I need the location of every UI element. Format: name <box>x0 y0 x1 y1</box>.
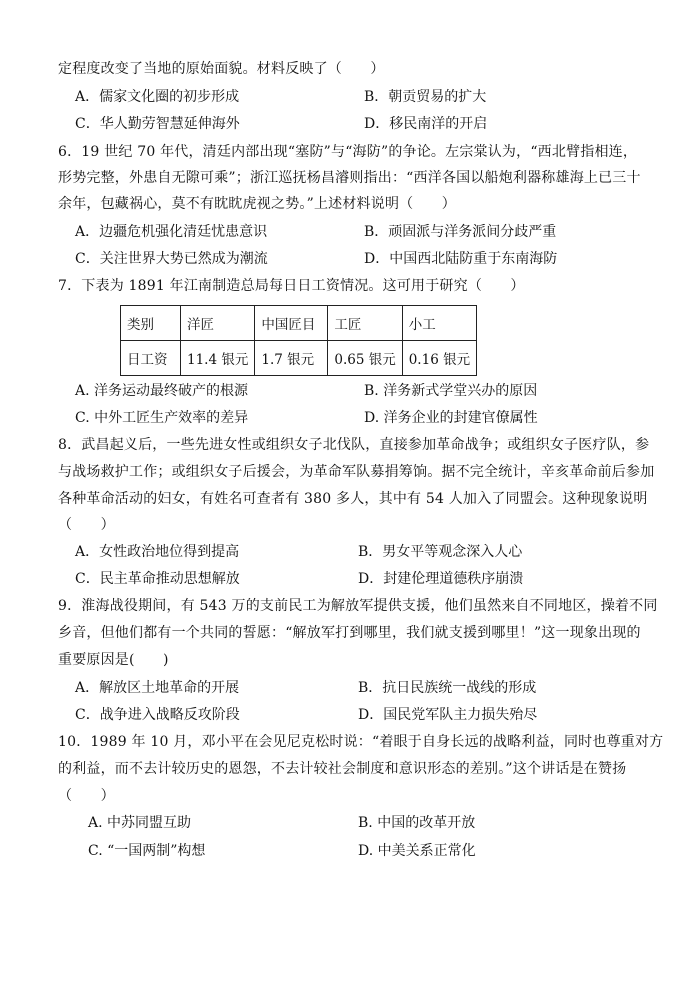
table-cell: 1.7 银元 <box>255 341 328 376</box>
q5-option-b: B．朝贡贸易的扩大 <box>364 89 487 105</box>
q10-option-d: D. 中美关系正常化 <box>358 843 476 859</box>
q10-option-a: A. 中苏同盟互助 <box>88 815 192 831</box>
q7-option-d: D. 洋务企业的封建官僚属性 <box>364 410 538 426</box>
q8-stem-line-1: 8．武昌起义后，一些先进女性或组织女子北伐队，直接参加革命战争；或组织女子医疗队，参 <box>58 437 650 453</box>
table-cell: 0.16 银元 <box>402 341 476 376</box>
table-cell: 0.65 银元 <box>328 341 402 376</box>
q9-option-c: C．战争进入战略反攻阶段 <box>75 707 240 723</box>
q9-option-d: D．国民党军队主力损失殆尽 <box>358 707 538 723</box>
q7-option-b: B. 洋务新式学堂兴办的原因 <box>364 383 538 399</box>
q9-stem-line-3: 重要原因是( ) <box>58 652 169 668</box>
q7-stem: 7．下表为 1891 年江南制造总局每日日工资情况。这可用于研究（ ） <box>58 278 525 294</box>
q6-option-d: D．中国西北陆防重于东南海防 <box>364 251 558 267</box>
q5-option-c: C．华人勤劳智慧延伸海外 <box>75 116 240 132</box>
table-row <box>121 341 477 376</box>
q10-option-c: C. “一国两制”构想 <box>88 843 206 859</box>
q9-stem-line-2: 乡音，但他们都有一个共同的誓愿：“解放军打到哪里，我们就支援到哪里！”这一现象出现的 <box>58 625 641 641</box>
q9-option-b: B．抗日民族统一战线的形成 <box>358 680 537 696</box>
q5-option-a: A．儒家文化圈的初步形成 <box>75 89 240 105</box>
q6-stem-line-3: 余年，包藏祸心，莫不有眈眈虎视之势。”上述材料说明（ ） <box>58 196 456 212</box>
table-header-cell: 洋匠 <box>181 306 255 341</box>
q6-stem-line-1: 6．19 世纪 70 年代，清廷内部出现“塞防”与“海防”的争论。左宗棠认为，“西北臂指相连， <box>58 144 638 160</box>
q10-stem-line-2: 的利益，而不去计较历史的恩怨，不去计较社会制度和意识形态的差别。”这个讲话是在赞扬 <box>58 761 627 777</box>
q8-stem-line-4: （ ） <box>58 517 115 533</box>
table-header-row <box>121 306 477 341</box>
table-header-cell: 工匠 <box>328 306 402 341</box>
q8-stem-line-2: 与战场救护工作；或组织女子后援会，为革命军队募捐筹饷。据不完全统计，辛亥革命前后参加 <box>58 464 655 480</box>
q8-option-d: D．封建伦理道德秩序崩溃 <box>358 571 524 587</box>
intro-line: 定程度改变了当地的原始面貌。材料反映了（ ） <box>58 61 385 77</box>
q8-option-a: A．女性政治地位得到提高 <box>75 544 240 560</box>
q7-option-a: A. 洋务运动最终破产的根源 <box>75 383 249 399</box>
q6-stem-line-2: 形势完整，外患自无隙可乘”；浙江巡抚杨昌濬则指出：“西洋各国以船炮利器称雄海上已三十 <box>58 170 641 186</box>
table-header-cell: 小工 <box>402 306 476 341</box>
table-header-cell: 类别 <box>121 306 181 341</box>
q9-stem-line-1: 9．淮海战役期间，有 543 万的支前民工为解放军提供支援，他们虽然来自不同地区，操着不同 <box>58 598 658 614</box>
table-header-cell: 中国匠目 <box>255 306 328 341</box>
q10-stem-line-1: 10．1989 年 10 月，邓小平在会见尼克松时说：“着眼于自身长远的战略利益，同时也尊重对方 <box>58 734 664 750</box>
q6-option-a: A．边疆危机强化清廷忧患意识 <box>75 224 268 240</box>
wage-table <box>120 305 477 376</box>
q6-option-c: C．关注世界大势已然成为潮流 <box>75 251 268 267</box>
q10-stem-line-3: （ ） <box>58 788 115 804</box>
q6-option-b: B．顽固派与洋务派间分歧严重 <box>364 224 557 240</box>
table-cell: 11.4 银元 <box>181 341 255 376</box>
q5-option-d: D．移民南洋的开启 <box>364 116 488 132</box>
table-cell: 日工资 <box>121 341 181 376</box>
q7-option-c: C. 中外工匠生产效率的差异 <box>75 410 249 426</box>
q8-option-b: B．男女平等观念深入人心 <box>358 544 523 560</box>
q9-option-a: A．解放区土地革命的开展 <box>75 680 240 696</box>
q8-stem-line-3: 各种革命活动的妇女，有姓名可查者有 380 多人，其中有 54 人加入了同盟会。这种现象说明 <box>58 491 648 507</box>
q10-option-b: B. 中国的改革开放 <box>358 815 476 831</box>
q8-option-c: C．民主革命推动思想解放 <box>75 571 240 587</box>
